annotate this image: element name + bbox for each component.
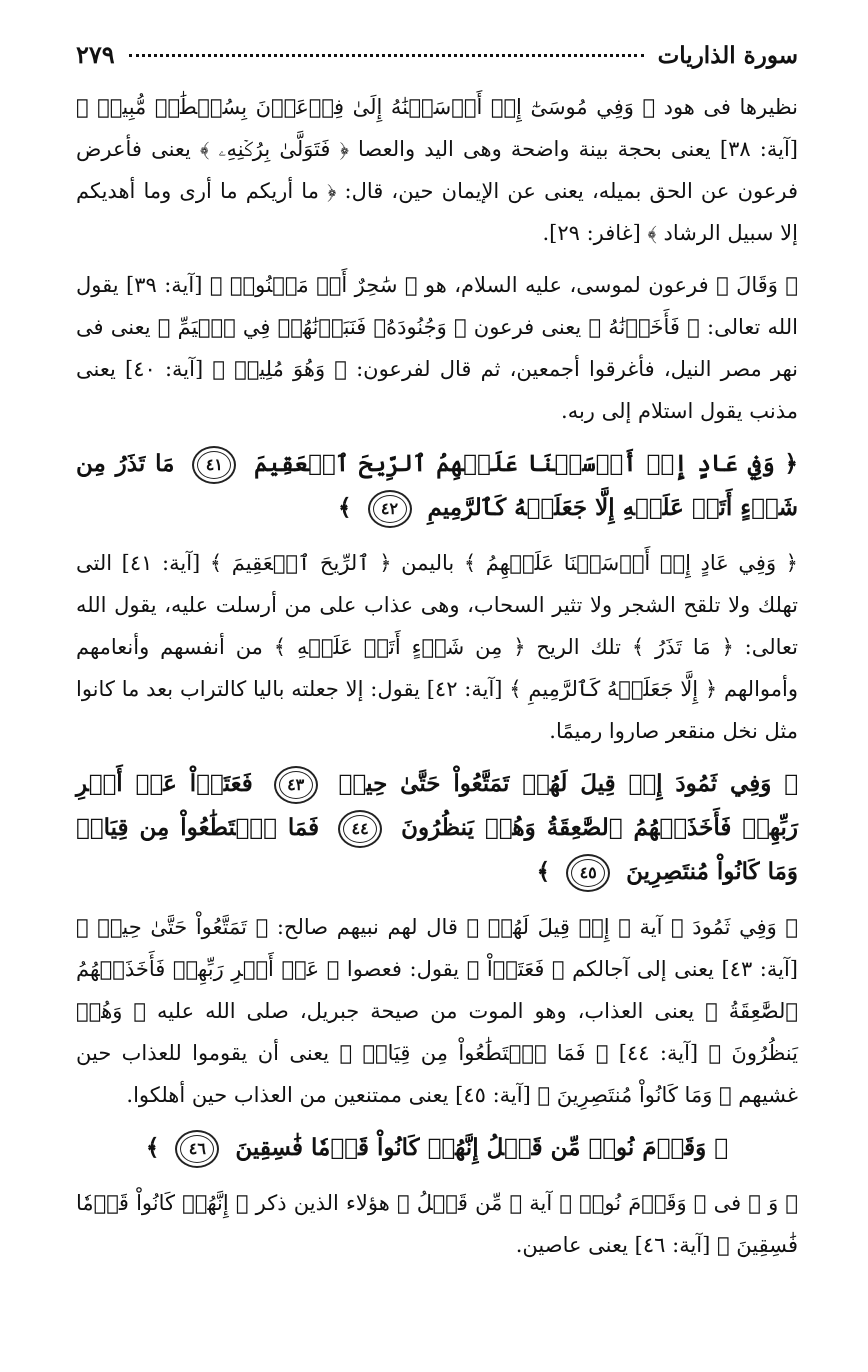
leader-dots: [129, 54, 644, 57]
verse-close-bracket: ﴾: [145, 1134, 160, 1161]
verse-number-marker: ٤٦: [175, 1130, 219, 1168]
quran-verse-43-45: [76, 762, 798, 894]
verse-text: فَعَتَوۡاْ عَنۡ أَمۡرِ رَبِّهِمۡ فَأَخَذَتۡهُمُ ٱلصَّٰعِقَةُ وَهُمۡ يَنظُرُونَ: [76, 770, 798, 841]
verse-close-bracket: ﴾: [536, 858, 551, 885]
verse-number-marker: ٤٤: [338, 810, 382, 848]
commentary-paragraph-3: ﴿ وَفِي عَادٍ إِذۡ أَرۡسَلۡنَا عَلَيۡهِمُ ﴾ باليمن ﴿ ٱلرِّيحَ ٱلۡعَقِيمَ ﴾ [آية: ٤١] التى تهلك ولا تلقح الشجر ولا تثير السحاب، وهى عذاب على من أرسلت عليه، يقول الله تعالى: ﴿ مَا تَذَرُ ﴾ تلك الريح ﴿ مِن شَيۡءٍ أَتَتۡ عَلَيۡهِ ﴾ من أنفسهم وأنعامهم وأموالهم ﴿ إِلَّا جَعَلَتۡهُ كَٱلرَّمِيمِ ﴾ [آية: ٤٢] يقول: إلا جعلته باليا كالتراب بعد ما كانوا مثل نخل منقعر صاروا رميمًا.: [76, 551, 798, 743]
verse-number-marker: ٤١: [192, 446, 236, 484]
verse-number-marker: ٤٥: [566, 854, 610, 892]
surah-title: سورة الذاريات: [657, 42, 798, 69]
verse-number-marker: ٤٣: [274, 766, 318, 804]
verse-text: مَا تَذَرُ مِن شَيۡءٍ أَتَتۡ عَلَيۡهِ إِلَّا جَعَلَتۡهُ كَٱلرَّمِيمِ: [76, 450, 798, 521]
running-header: [76, 40, 798, 86]
commentary-paragraph-5: ﴿ وَ ﴾ فى ﴿ وَقَوۡمَ نُوحٖ ﴾ آية ﴿ مِّن قَبۡلُ ﴾ هؤلاء الذين ذكر ﴿ إِنَّهُمۡ كَانُواْ قَوۡمٗا فَٰسِقِينَ ﴾ [آية: ٤٦] يعنى عاصين.: [76, 1191, 798, 1257]
page-number: ٢٧٩: [76, 40, 115, 69]
commentary-paragraph-4: ﴿ وَفِي ثَمُودَ ﴾ آية ﴿ إِذۡ قِيلَ لَهُمۡ ﴾ قال لهم نبيهم صالح: ﴿ تَمَتَّعُواْ حَتَّىٰ حِينٖ ﴾ [آية: ٤٣] يعنى إلى آجالكم ﴿ فَعَتَوۡاْ ﴾ يقول: فعصوا ﴿ عَنۡ أَمۡرِ رَبِّهِمۡ فَأَخَذَتۡهُمُ ٱلصَّٰعِقَةُ ﴾ يعنى العذاب، وهو الموت من صيحة جبريل، صلى الله عليه ﴿ وَهُمۡ يَنظُرُونَ ﴾ [آية: ٤٤] ﴿ فَمَا ٱسۡتَطَٰعُواْ مِن قِيَامٖ ﴾ يعنى أن يقوموا للعذاب حين غشيهم ﴿ وَمَا كَانُواْ مُنتَصِرِينَ ﴾ [آية: ٤٥] يعنى ممتنعين من العذاب حين أهلكوا.: [76, 915, 798, 1107]
verse-text: ﴿ وَقَوۡمَ نُوحٖ مِّن قَبۡلُ إِنَّهُمۡ كَانُواْ قَوۡمٗا فَٰسِقِينَ: [235, 1134, 729, 1161]
commentary-paragraph-2: ﴿ وَقَالَ ﴾ فرعون لموسى، عليه السلام، هو ﴿ سَٰحِرٌ أَوۡ مَجۡنُونٞ ﴾ [آية: ٣٩] يقول الله تعالى: ﴿ فَأَخَذۡنَٰهُ ﴾ يعنى فرعون ﴿ وَجُنُودَهُۥ فَنَبَذۡنَٰهُمۡ فِي ٱلۡيَمِّ ﴾ يعنى فى نهر مصر النيل، فأغرقوا أجمعين، ثم قال لفرعون: ﴿ وَهُوَ مُلِيمٞ ﴾ [آية: ٤٠] يعنى مذنب يقول استلام إلى ربه.: [76, 273, 799, 423]
verse-text: فَمَا ٱسۡتَطَٰعُواْ مِن قِيَامٖ وَمَا كَانُواْ مُنتَصِرِينَ: [76, 814, 798, 885]
verse-number-marker: ٤٢: [368, 490, 412, 528]
verse-text: ﴿ وَفِي ثَمُودَ إِذۡ قِيلَ لَهُمۡ تَمَتَّعُواْ حَتَّىٰ حِينٖ: [338, 770, 799, 797]
quran-verse-46: [76, 1126, 798, 1170]
verse-close-bracket: ﴾: [338, 494, 352, 521]
verse-text: ﴿ وَفِي عَادٍ إِذۡ أَرۡسَلۡنَا عَلَيۡهِمُ ٱلرِّيحَ ٱلۡعَقِيمَ: [254, 450, 799, 477]
commentary-paragraph-1: نظيرها فى هود ﴿ وَفِي مُوسَىٰٓ إِذۡ أَرۡسَلۡنَٰهُ إِلَىٰ فِرۡعَوۡنَ بِسُلۡطَٰنٖ مُّبِينٖ ﴾ [آية: ٣٨] يعنى بحجة بينة واضحة وهى اليد والعصا ﴿ فَتَوَلَّىٰ بِرُكۡنِهِۦ ﴾ يعنى فأعرض فرعون عن الحق بميله، يعنى عن الإيمان حين، قال: ﴿ ما أريكم ما أرى وما أهديكم إلا سبيل الرشاد ﴾ [غافر: ٢٩].: [76, 95, 798, 245]
quran-verse-41-42: [76, 442, 798, 530]
